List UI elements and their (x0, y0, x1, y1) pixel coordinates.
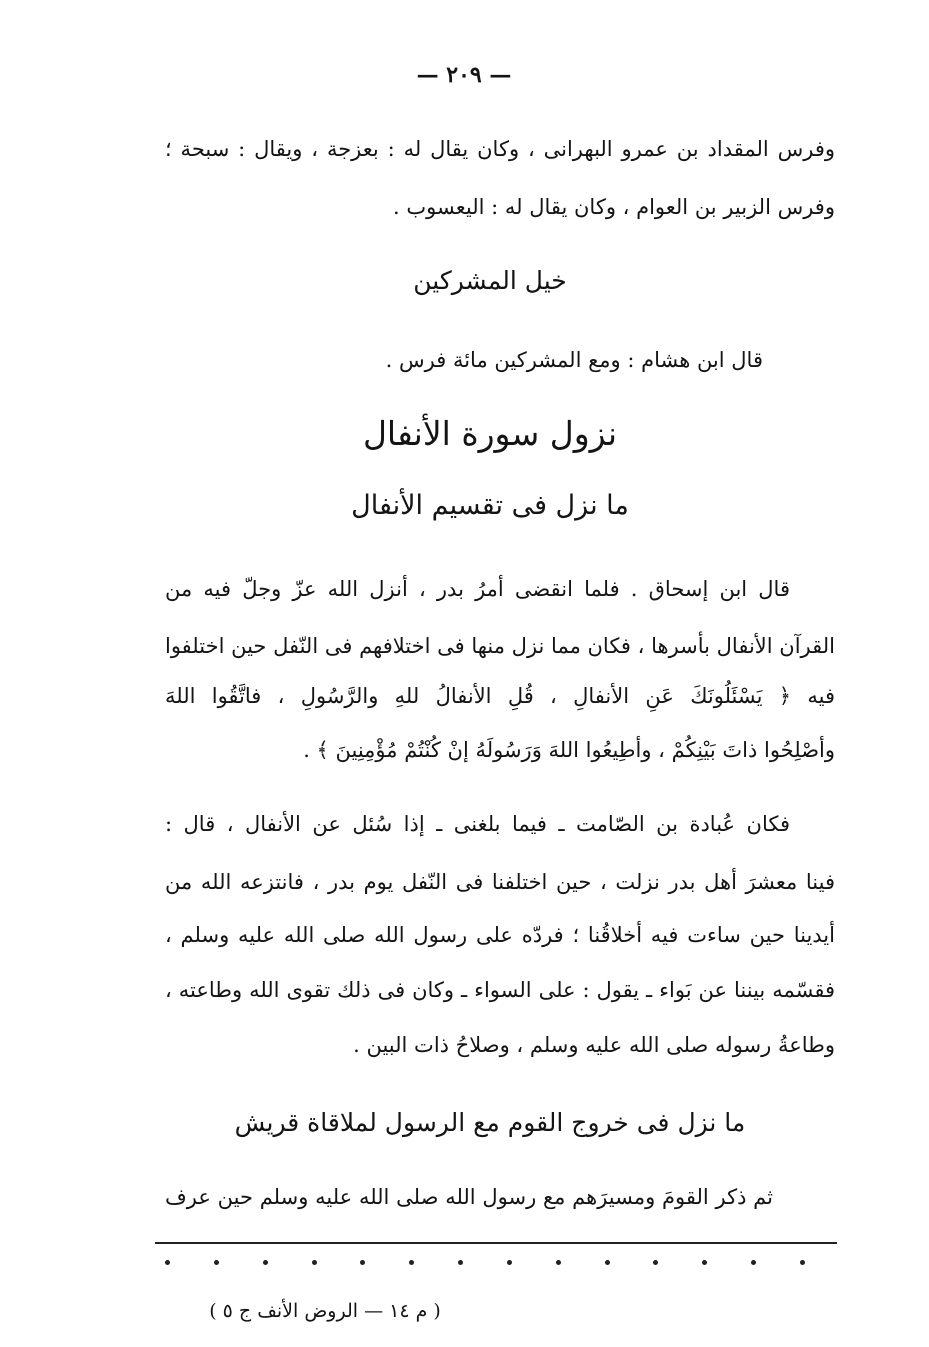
text-line: فيه ﴿ يَسْئَلُونَكَ عَنِ الأنفالِ ، قُلِ الأنفالُ للهِ والرَّسُولِ ، فاتَّقُوا اللهَ (165, 684, 835, 708)
text-line: فينا معشرَ أهل بدر نزلت ، حين اختلفنا فى النّفل يوم بدر ، فانتزعه الله من (165, 870, 835, 894)
text-line: وفرس الزبير بن العوام ، وكان يقال له : اليعسوب . (393, 195, 835, 219)
dot (312, 1260, 317, 1265)
footer-dots (165, 1260, 805, 1265)
text-line: أيدينا حين ساءت فيه أخلاقُنا ؛ فردّه على رسول الله صلى الله عليه وسلم ، (165, 923, 835, 947)
dot (507, 1260, 512, 1265)
text-line: قال ابن هشام : ومع المشركين مائة فرس . (385, 348, 763, 372)
text-line: وطاعةُ رسوله صلى الله عليه وسلم ، وصلاحُ ذات البين . (353, 1033, 835, 1057)
dot (360, 1260, 365, 1265)
dot (751, 1260, 756, 1265)
footer-rule (155, 1242, 837, 1244)
section-heading: ما نزل فى تقسيم الأنفال (351, 490, 629, 521)
dot (605, 1260, 610, 1265)
signature-mark: ( م ١٤ — الروض الأنف ج ٥ ) (209, 1300, 441, 1322)
text-line: وفرس المقداد بن عمرو البهرانى ، وكان يقال له : بعزجة ، ويقال : سبحة ؛ (165, 137, 835, 161)
text-line: القرآن الأنفال بأسرها ، فكان مما نزل منها فى اختلافهم فى النّفل حين اختلفوا (165, 634, 835, 658)
dot (702, 1260, 707, 1265)
chapter-heading: نزول سورة الأنفال (362, 414, 618, 453)
dot (653, 1260, 658, 1265)
dot (214, 1260, 219, 1265)
dot (458, 1260, 463, 1265)
dot (409, 1260, 414, 1265)
dot (800, 1260, 805, 1265)
dot (165, 1260, 170, 1265)
dot (556, 1260, 561, 1265)
dot (263, 1260, 268, 1265)
page-number: — ٢٠٩ — (416, 62, 512, 88)
section-heading: خيل المشركين (413, 266, 567, 295)
text-line: ثم ذكر القومَ ومسيرَهم مع رسول الله صلى الله عليه وسلم حين عرف (165, 1185, 773, 1209)
text-line: قال ابن إسحاق . فلما انقضى أمرُ بدر ، أنزل الله عزّ وجلّ فيه من (165, 577, 790, 601)
section-heading: ما نزل فى خروج القوم مع الرسول لملاقاة قريش (234, 1108, 746, 1137)
text-line: وأصْلِحُوا ذاتَ بَيْنِكُمْ ، وأطِيعُوا اللهَ وَرَسُولَهُ إنْ كُنْتُمْ مُؤْمِنِينَ ﴾ . (303, 738, 835, 762)
text-line: فقسّمه بيننا عن بَواء ـ يقول : على السواء ـ وكان فى ذلك تقوى الله وطاعته ، (165, 978, 835, 1002)
text-line: فكان عُبادة بن الصّامت ـ فيما بلغنى ـ إذا سُئل عن الأنفال ، قال : (165, 812, 790, 836)
